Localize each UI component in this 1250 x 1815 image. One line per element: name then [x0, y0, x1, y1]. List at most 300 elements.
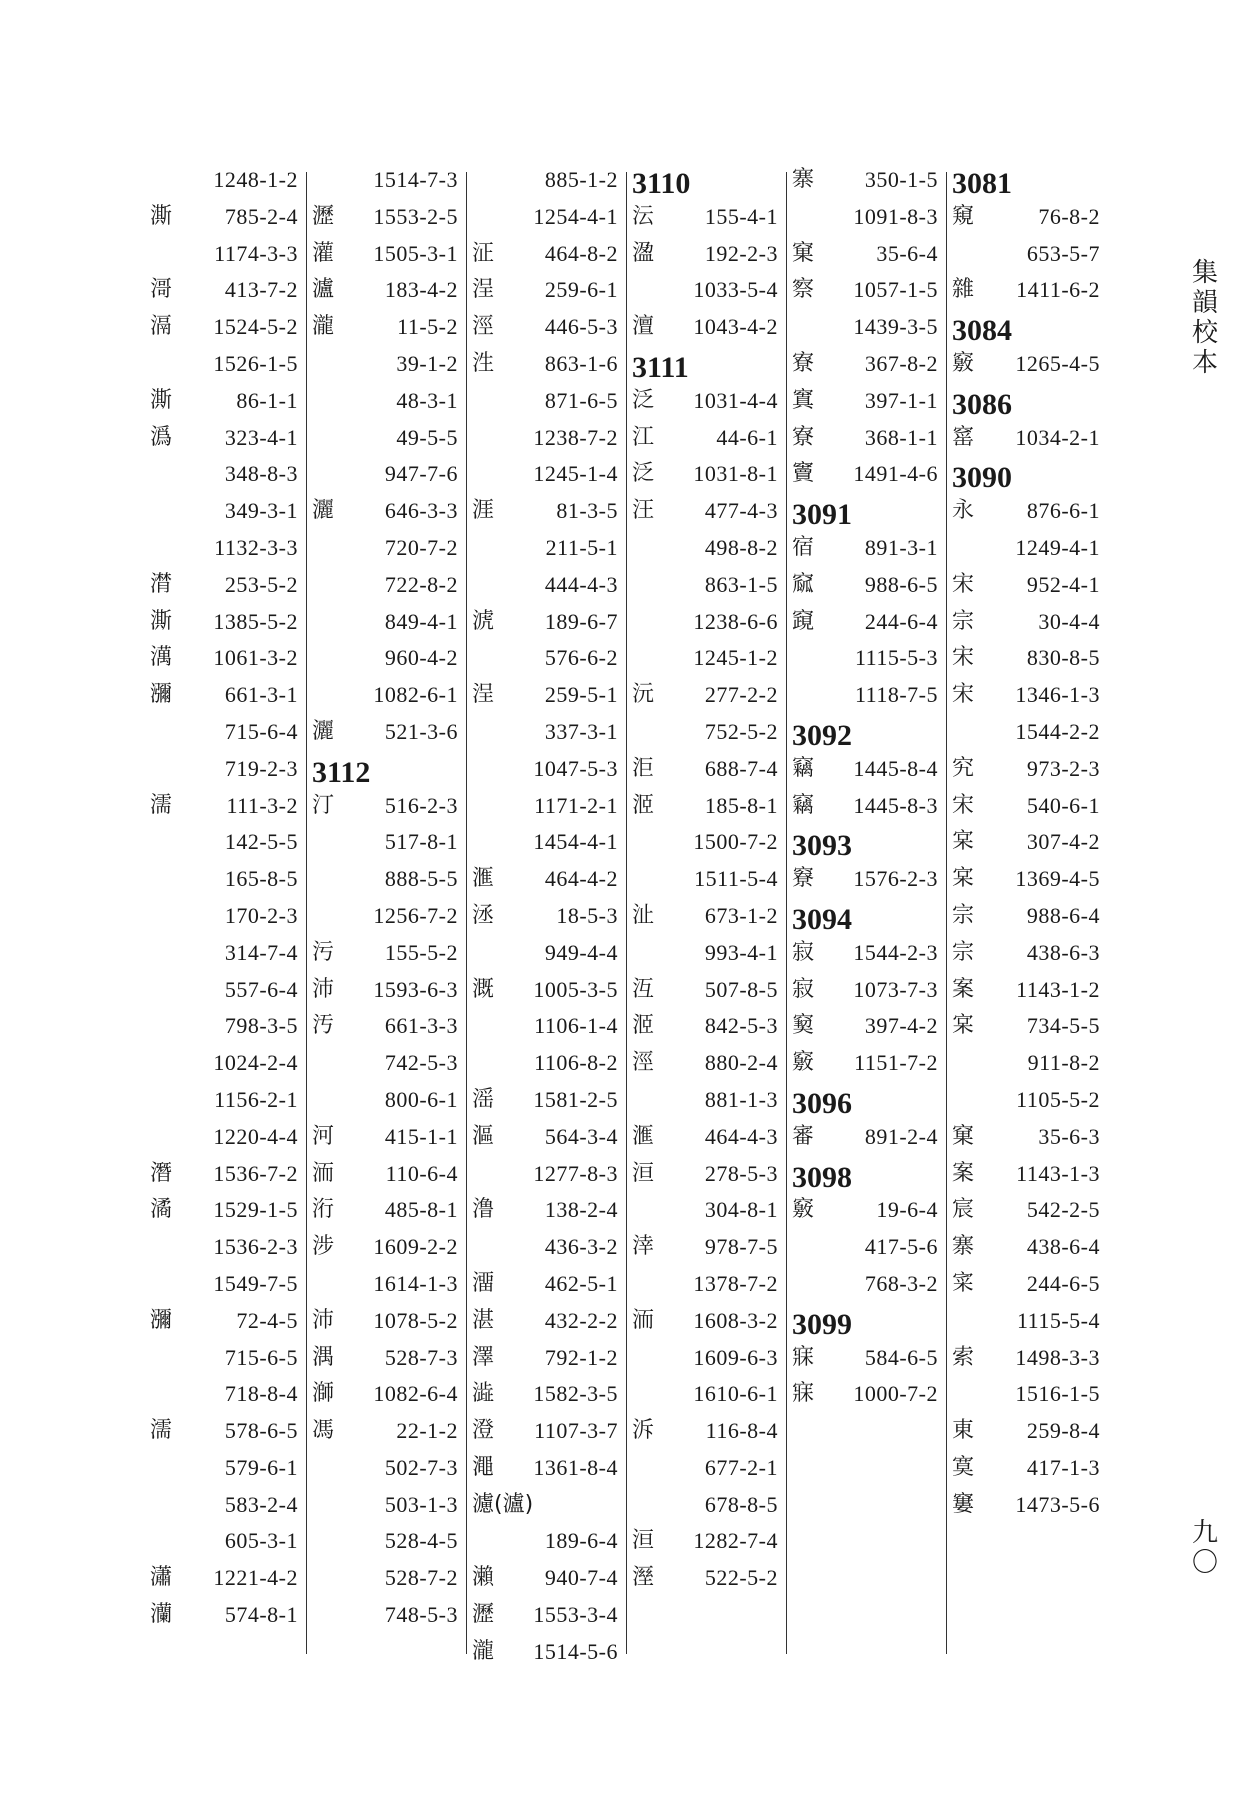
- entry-reference: 1516-1-5: [1015, 1381, 1100, 1407]
- index-entry: [312, 714, 458, 751]
- index-entry: [150, 530, 298, 567]
- index-entry: [632, 199, 778, 236]
- entry-character: 溮: [312, 1381, 335, 1407]
- entry-reference: 1445-8-4: [853, 755, 938, 781]
- index-entry: [952, 1376, 1100, 1413]
- radical-heading: [792, 1082, 938, 1119]
- entry-reference: 1220-4-4: [213, 1123, 298, 1149]
- index-entry: [312, 162, 458, 199]
- entry-reference: 1346-1-3: [1015, 682, 1100, 708]
- column-divider: [626, 172, 627, 1654]
- index-entry: [792, 346, 938, 383]
- entry-reference: 720-7-2: [384, 534, 458, 560]
- entry-reference: 1248-1-2: [213, 167, 298, 192]
- entry-reference: 259-8-4: [1026, 1418, 1100, 1444]
- entry-character: 河: [312, 1123, 335, 1149]
- entry-character: 案: [952, 976, 975, 1002]
- entry-character: 潛: [150, 1160, 173, 1186]
- entry-character: 寮: [792, 350, 815, 376]
- entry-character: 宋: [952, 682, 975, 708]
- entry-reference: 1526-1-5: [213, 350, 298, 376]
- entry-reference: 1544-2-3: [853, 939, 938, 965]
- index-entry: [312, 1303, 458, 1340]
- index-entry: [472, 1450, 618, 1487]
- entry-character: 濡: [150, 1418, 173, 1444]
- entry-character: 窫: [792, 1013, 815, 1039]
- entry-reference: 86-1-1: [236, 387, 298, 413]
- entry-character: 澫: [150, 645, 173, 671]
- entry-reference: 734-5-5: [1026, 1013, 1100, 1039]
- entry-reference: 444-4-3: [544, 571, 618, 597]
- index-entry: [312, 456, 458, 493]
- entry-reference: 1256-7-2: [373, 902, 458, 928]
- radical-code: 3084: [952, 314, 1012, 348]
- entry-character: 涯: [472, 498, 495, 524]
- entry-character: 洍: [632, 1013, 655, 1039]
- entry-reference: 368-1-1: [864, 424, 938, 450]
- entry-reference: 438-6-4: [1026, 1234, 1100, 1260]
- index-entry: [312, 972, 458, 1009]
- entry-character: 澛: [472, 1197, 495, 1223]
- book-title: 集韻校本: [1191, 258, 1218, 378]
- index-entry: [472, 898, 618, 935]
- entry-character: 滒: [150, 277, 173, 303]
- entry-character: 澠: [472, 1454, 495, 1480]
- entry-character: 沛: [312, 1307, 335, 1333]
- entry-character: 竅: [952, 350, 975, 376]
- entry-reference: 1581-2-5: [533, 1086, 618, 1112]
- index-entry: [150, 1119, 298, 1156]
- index-entry: [472, 1192, 618, 1229]
- index-entry: [472, 751, 618, 788]
- index-entry: [312, 1266, 458, 1303]
- entry-character: 涇: [632, 1050, 655, 1076]
- index-entry: [150, 1413, 298, 1450]
- index-entry: [632, 272, 778, 309]
- index-entry: [632, 861, 778, 898]
- radical-code: 3090: [952, 461, 1012, 495]
- entry-reference: 863-1-6: [544, 350, 618, 376]
- entry-character: 洏: [632, 1307, 655, 1333]
- index-entry: [952, 346, 1100, 383]
- index-column-2: [312, 162, 458, 1634]
- entry-reference: 464-4-2: [544, 866, 618, 892]
- entry-reference: 81-3-5: [556, 498, 618, 524]
- entry-reference: 1608-3-2: [693, 1307, 778, 1333]
- entry-character: 竅: [792, 1197, 815, 1223]
- index-entry: [472, 1560, 618, 1597]
- index-entry: [312, 677, 458, 714]
- entry-character: 濾(瀘): [472, 1491, 534, 1517]
- index-entry: [952, 604, 1100, 641]
- entry-reference: 1249-4-1: [1015, 534, 1100, 560]
- entry-reference: 1282-7-4: [693, 1528, 778, 1554]
- entry-character: 滛: [472, 1086, 495, 1112]
- entry-character: 宲: [952, 829, 975, 855]
- entry-character: 灡: [150, 1602, 173, 1628]
- entry-character: 宸: [952, 1197, 975, 1223]
- entry-reference: 417-5-6: [864, 1234, 938, 1260]
- index-entry: [632, 1229, 778, 1266]
- entry-reference: 564-3-4: [544, 1123, 618, 1149]
- index-entry: [312, 272, 458, 309]
- entry-character: 潏: [150, 1197, 173, 1223]
- index-entry: [792, 162, 938, 199]
- entry-character: 沚: [632, 902, 655, 928]
- index-entry: [312, 493, 458, 530]
- index-entry: [312, 309, 458, 346]
- index-entry: [150, 272, 298, 309]
- index-entry: [792, 1045, 938, 1082]
- index-entry: [472, 1523, 618, 1560]
- index-entry: [150, 1487, 298, 1524]
- index-entry: [952, 1450, 1100, 1487]
- index-entry: [952, 420, 1100, 457]
- entry-reference: 1221-4-2: [213, 1565, 298, 1591]
- index-entry: [472, 1008, 618, 1045]
- entry-character: 窴: [792, 387, 815, 413]
- entry-reference: 277-2-2: [704, 682, 778, 708]
- entry-reference: 960-4-2: [384, 645, 458, 671]
- entry-reference: 768-3-2: [864, 1270, 938, 1296]
- index-entry: [472, 677, 618, 714]
- index-entry: [150, 236, 298, 273]
- column-divider: [466, 172, 467, 1654]
- index-entry: [472, 530, 618, 567]
- index-entry: [150, 714, 298, 751]
- index-entry: [952, 1082, 1100, 1119]
- index-entry: [632, 1119, 778, 1156]
- radical-code: 3110: [632, 167, 691, 200]
- entry-reference: 1536-7-2: [213, 1160, 298, 1186]
- index-entry: [952, 972, 1100, 1009]
- index-column-3: [472, 162, 618, 1671]
- index-entry: [312, 567, 458, 604]
- entry-character: 宋: [952, 571, 975, 597]
- entry-reference: 436-3-2: [544, 1234, 618, 1260]
- radical-code: 3086: [952, 387, 1012, 421]
- index-entry: [952, 236, 1100, 273]
- index-entry: [472, 1266, 618, 1303]
- entry-reference: 584-6-5: [864, 1344, 938, 1370]
- entry-reference: 1378-7-2: [693, 1270, 778, 1296]
- index-entry: [150, 1340, 298, 1377]
- entry-reference: 871-6-5: [544, 387, 618, 413]
- entry-reference: 350-1-5: [864, 167, 938, 192]
- entry-reference: 891-3-1: [864, 534, 938, 560]
- radical-heading: [952, 309, 1100, 346]
- index-entry: [792, 1340, 938, 1377]
- entry-reference: 498-8-2: [704, 534, 778, 560]
- index-entry: [472, 309, 618, 346]
- index-entry: [792, 751, 938, 788]
- entry-reference: 1005-3-5: [533, 976, 618, 1002]
- entry-reference: 35-6-3: [1038, 1123, 1100, 1149]
- index-entry: [312, 1082, 458, 1119]
- index-entry: [952, 1487, 1100, 1524]
- entry-reference: 715-6-5: [224, 1344, 298, 1370]
- entry-reference: 462-5-1: [544, 1270, 618, 1296]
- index-entry: [150, 1192, 298, 1229]
- entry-reference: 211-5-1: [545, 534, 618, 560]
- index-entry: [150, 788, 298, 825]
- index-entry: [632, 1045, 778, 1082]
- entry-reference: 1411-6-2: [1016, 277, 1100, 303]
- index-entry: [952, 824, 1100, 861]
- entry-reference: 677-2-1: [704, 1454, 778, 1480]
- entry-character: 竊: [792, 755, 815, 781]
- radical-code: 3091: [792, 498, 852, 532]
- entry-character: 濡: [150, 792, 173, 818]
- entry-reference: 1254-4-1: [533, 203, 618, 229]
- entry-character: 索: [952, 1344, 975, 1370]
- index-entry: [952, 530, 1100, 567]
- index-entry: [472, 199, 618, 236]
- entry-character: 澁: [472, 1381, 495, 1407]
- index-entry: [150, 898, 298, 935]
- entry-reference: 502-7-3: [384, 1454, 458, 1480]
- entry-reference: 367-8-2: [864, 350, 938, 376]
- entry-reference: 798-3-5: [224, 1013, 298, 1039]
- index-entry: [150, 1597, 298, 1634]
- entry-reference: 528-7-3: [384, 1344, 458, 1370]
- entry-reference: 688-7-4: [704, 755, 778, 781]
- index-entry: [952, 567, 1100, 604]
- index-entry: [150, 1303, 298, 1340]
- index-entry: [312, 1376, 458, 1413]
- entry-reference: 1614-1-3: [373, 1270, 458, 1296]
- index-entry: [312, 861, 458, 898]
- index-entry: [792, 935, 938, 972]
- entry-reference: 1106-8-2: [534, 1050, 618, 1076]
- index-entry: [150, 309, 298, 346]
- index-entry: [792, 1229, 938, 1266]
- index-entry: [312, 1523, 458, 1560]
- entry-reference: 1445-8-3: [853, 792, 938, 818]
- entry-character: 馮: [312, 1418, 335, 1444]
- entry-character: 瀟: [150, 1565, 173, 1591]
- entry-reference: 1082-6-1: [373, 682, 458, 708]
- index-entry: [952, 898, 1100, 935]
- entry-character: 淲: [472, 608, 495, 634]
- index-entry: [150, 1156, 298, 1193]
- entry-reference: 1514-5-6: [533, 1638, 618, 1664]
- index-entry: [472, 1376, 618, 1413]
- index-entry: [472, 493, 618, 530]
- entry-character: 宗: [952, 939, 975, 965]
- entry-reference: 278-5-3: [704, 1160, 778, 1186]
- radical-heading: [312, 751, 458, 788]
- index-entry: [472, 1597, 618, 1634]
- radical-code: 3098: [792, 1160, 852, 1194]
- index-entry: [952, 751, 1100, 788]
- entry-character: 審: [792, 1123, 815, 1149]
- entry-reference: 1082-6-4: [373, 1381, 458, 1407]
- entry-reference: 722-8-2: [384, 571, 458, 597]
- entry-reference: 988-6-5: [864, 571, 938, 597]
- entry-reference: 1582-3-5: [533, 1381, 618, 1407]
- index-entry: [472, 604, 618, 641]
- entry-character: 浧: [472, 682, 495, 708]
- index-entry: [792, 420, 938, 457]
- entry-character: 宲: [952, 866, 975, 892]
- entry-character: 竊: [792, 792, 815, 818]
- index-entry: [632, 972, 778, 1009]
- radical-heading: [952, 456, 1100, 493]
- index-entry: [150, 199, 298, 236]
- entry-reference: 111-3-2: [226, 792, 298, 818]
- index-entry: [632, 1560, 778, 1597]
- index-entry: [150, 1450, 298, 1487]
- entry-reference: 189-6-4: [544, 1528, 618, 1554]
- entry-reference: 1610-6-1: [693, 1381, 778, 1407]
- index-entry: [952, 1229, 1100, 1266]
- index-entry: [472, 272, 618, 309]
- entry-reference: 881-1-3: [704, 1086, 778, 1112]
- index-entry: [632, 604, 778, 641]
- index-entry: [472, 1303, 618, 1340]
- entry-reference: 417-1-3: [1026, 1454, 1100, 1480]
- entry-character: 竂: [792, 866, 815, 892]
- radical-heading: [792, 1156, 938, 1193]
- entry-reference: 1047-5-3: [533, 755, 618, 781]
- entry-reference: 1511-5-4: [694, 866, 778, 892]
- entry-reference: 715-6-4: [224, 718, 298, 744]
- index-entry: [472, 383, 618, 420]
- index-entry: [632, 751, 778, 788]
- index-entry: [150, 346, 298, 383]
- radical-heading: [792, 714, 938, 751]
- index-entry: [312, 824, 458, 861]
- entry-reference: 1277-8-3: [533, 1160, 618, 1186]
- entry-character: 澌: [150, 608, 173, 634]
- entry-reference: 314-7-4: [224, 939, 298, 965]
- entry-character: 澶: [632, 314, 655, 340]
- index-entry: [150, 420, 298, 457]
- radical-heading: [792, 898, 938, 935]
- entry-reference: 1156-2-1: [214, 1086, 298, 1112]
- index-entry: [472, 1045, 618, 1082]
- index-entry: [312, 1008, 458, 1045]
- index-entry: [150, 604, 298, 641]
- entry-reference: 337-3-1: [544, 718, 618, 744]
- entry-reference: 940-7-4: [544, 1565, 618, 1591]
- entry-reference: 1143-1-2: [1016, 976, 1100, 1002]
- entry-reference: 185-8-1: [704, 792, 778, 818]
- index-entry: [792, 567, 938, 604]
- entry-character: 窺: [952, 203, 975, 229]
- entry-reference: 516-2-3: [384, 792, 458, 818]
- entry-character: 寂: [792, 976, 815, 1002]
- entry-reference: 1031-4-4: [693, 387, 778, 413]
- entry-character: 瀨: [472, 1565, 495, 1591]
- entry-reference: 348-8-3: [224, 461, 298, 487]
- index-column-5: [792, 162, 938, 1413]
- index-entry: [952, 640, 1100, 677]
- entry-character: 東: [952, 1418, 975, 1444]
- entry-character: 沅: [632, 682, 655, 708]
- entry-reference: 1385-5-2: [213, 608, 298, 634]
- entry-reference: 138-2-4: [544, 1197, 618, 1223]
- index-entry: [792, 236, 938, 273]
- index-entry: [632, 935, 778, 972]
- entry-character: 江: [632, 424, 655, 450]
- index-entry: [472, 972, 618, 1009]
- index-entry: [312, 1413, 458, 1450]
- index-entry: [312, 236, 458, 273]
- entry-reference: 949-4-4: [544, 939, 618, 965]
- index-entry: [792, 1119, 938, 1156]
- entry-reference: 507-8-5: [704, 976, 778, 1002]
- entry-reference: 1057-1-5: [853, 277, 938, 303]
- entry-reference: 1609-6-3: [693, 1344, 778, 1370]
- index-entry: [150, 567, 298, 604]
- entry-reference: 557-6-4: [224, 976, 298, 1002]
- entry-reference: 1361-8-4: [533, 1454, 618, 1480]
- index-entry: [952, 1413, 1100, 1450]
- entry-reference: 718-8-4: [224, 1381, 298, 1407]
- index-entry: [312, 1229, 458, 1266]
- index-entry: [632, 824, 778, 861]
- entry-reference: 1473-5-6: [1015, 1491, 1100, 1517]
- entry-reference: 11-5-2: [397, 314, 458, 340]
- entry-reference: 540-6-1: [1026, 792, 1100, 818]
- index-entry: [952, 1192, 1100, 1229]
- entry-reference: 1576-2-3: [853, 866, 938, 892]
- index-entry: [150, 824, 298, 861]
- entry-reference: 1553-3-4: [533, 1602, 618, 1628]
- entry-character: 瀧: [472, 1638, 495, 1664]
- entry-character: 浧: [472, 277, 495, 303]
- index-entry: [472, 346, 618, 383]
- entry-character: 宗: [952, 608, 975, 634]
- entry-reference: 30-4-4: [1038, 608, 1100, 634]
- index-entry: [472, 788, 618, 825]
- entry-character: 宿: [792, 534, 815, 560]
- index-entry: [952, 677, 1100, 714]
- index-entry: [472, 1082, 618, 1119]
- entry-character: 潙: [150, 424, 173, 450]
- entry-character: 瀘: [312, 277, 335, 303]
- entry-character: 漚: [472, 1123, 495, 1149]
- entry-character: 泛: [632, 387, 655, 413]
- entry-character: 窠: [792, 240, 815, 266]
- index-entry: [472, 640, 618, 677]
- index-entry: [150, 383, 298, 420]
- index-entry: [632, 567, 778, 604]
- index-entry: [632, 1266, 778, 1303]
- entry-character: 泝: [632, 1418, 655, 1444]
- index-entry: [472, 420, 618, 457]
- entry-reference: 155-4-1: [704, 203, 778, 229]
- entry-character: 窶: [952, 1491, 975, 1517]
- entry-reference: 1115-5-4: [1016, 1307, 1100, 1333]
- index-entry: [632, 309, 778, 346]
- index-entry: [312, 530, 458, 567]
- index-entry: [792, 272, 938, 309]
- entry-reference: 1491-4-6: [853, 461, 938, 487]
- entry-reference: 477-4-3: [704, 498, 778, 524]
- entry-reference: 323-4-1: [224, 424, 298, 450]
- entry-reference: 259-6-1: [544, 277, 618, 303]
- entry-character: 窳: [792, 571, 815, 597]
- entry-reference: 170-2-3: [224, 902, 298, 928]
- index-entry: [312, 935, 458, 972]
- radical-heading: [792, 493, 938, 530]
- entry-reference: 993-4-1: [704, 939, 778, 965]
- entry-reference: 880-2-4: [704, 1050, 778, 1076]
- entry-reference: 579-6-1: [224, 1454, 298, 1480]
